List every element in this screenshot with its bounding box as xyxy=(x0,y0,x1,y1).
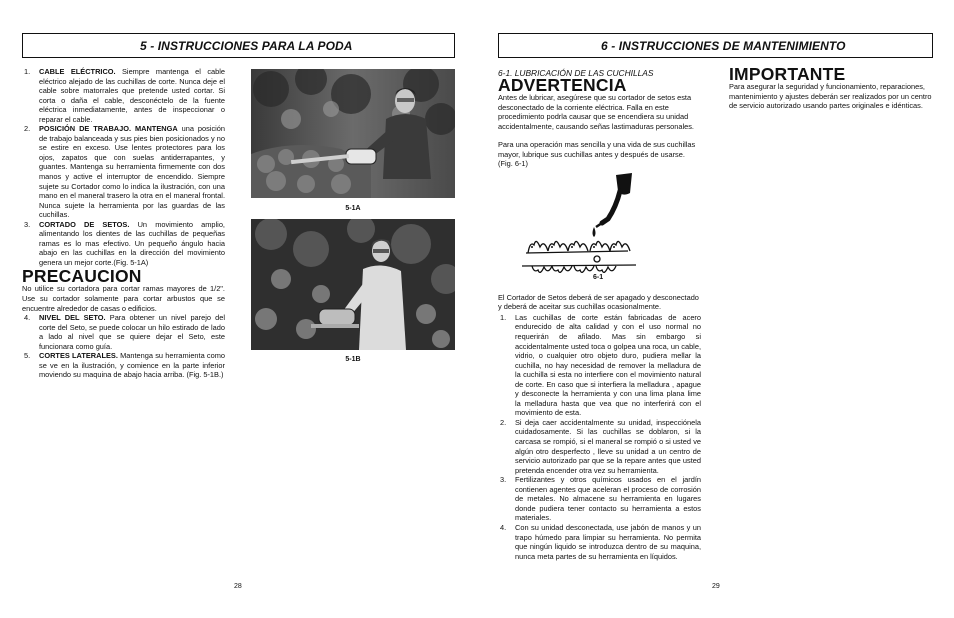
numbered-item xyxy=(22,220,225,268)
page-right xyxy=(477,0,954,618)
item-title: CABLE ELÉCTRICO. xyxy=(39,67,116,76)
section-header-maintenance xyxy=(498,33,933,58)
item-body xyxy=(39,220,225,268)
item-number: 2. xyxy=(24,124,31,134)
item-title: NIVEL DEL SETO. xyxy=(39,313,106,323)
lubrication-text: Para una operación mas sencilla y una vida de sus cuchillas mayor, lubrique sus cuchillas antes y después de usarse. (Fig. 6-1) xyxy=(498,140,696,169)
item-text: Las cuchillas de corte están fabricadas de acero endurecido de alta calidad y con el uso normal no requerirán de afilado. Mas sin embargo si accidentalmente usted toca o golpea una roca, un cable, vidrio, o cualquier otro objeto duro, pudiera mellar la cuchilla, no hay necesidad de remover la melladura de la cuchilla si esta no interfiere con el movimiento natural de corte. En caso que si interfiera la melladura , apague y desconecte la herramienta y con una lima plana lime la melladura hasta que vea que no interferirá con el movimiento de esta. xyxy=(515,312,701,418)
item-text: Mantenga su herramienta como se ve en la ilustración, y comience en la parte inferior moviendo su maquina de abajo hacia arriba. (Fig. 5-1B.) xyxy=(39,351,226,380)
section-title: 6 - INSTRUCCIONES DE MANTENIMIENTO xyxy=(601,38,846,53)
item-title: CORTES LATERALES. xyxy=(39,351,118,361)
lubrication-subheading: 6-1. LUBRICACIÓN DE LAS CUCHILLAS xyxy=(498,68,654,78)
numbered-item xyxy=(22,124,225,219)
item-number: 4. xyxy=(24,313,31,323)
oil-can-illustration xyxy=(498,171,701,281)
figure-oil-can-blade xyxy=(498,171,701,281)
numbered-item xyxy=(498,523,701,561)
item-number: 4. xyxy=(500,522,507,532)
warning-heading: ADVERTENCIA xyxy=(498,75,627,95)
numbered-item xyxy=(22,67,225,124)
caution-heading: PRECAUCION xyxy=(22,266,142,287)
item-title: POSICIÓN DE TRABAJO. MANTENGA xyxy=(39,124,178,134)
item-text: Un movimiento amplio, alimentando los dientes de las cuchillas de pequeñas ramas es lo mas efectivo. Un pequeño ángulo hacia abajo en las cuchillas en la dirección del movimiento genera un mejor corte.(Fig. 5-1A) xyxy=(39,219,225,267)
figure-caption-5-1b: 5-1B xyxy=(345,356,361,363)
item-number: 1. xyxy=(24,67,31,76)
item-text: Con su unidad desconectada, use jabón de manos y un trapo húmedo para limpiar su herramienta. No permita que ningún liquido se introduzca dentro de su maquina, nunca meta partes de su herramienta en líquidos. xyxy=(515,522,701,561)
item-body xyxy=(39,124,225,219)
important-column xyxy=(729,64,933,111)
item-number: 5. xyxy=(24,351,31,361)
photo-5-1b-image xyxy=(251,219,455,350)
item-body xyxy=(515,418,701,475)
photo-hedge-trimming-front xyxy=(251,69,455,198)
item-text: Si deja caer accidentalmente su unidad, inspecciónela cuidadosamente. Si las cuchillas se doblaron, si la carcasa se rompió, si el maneral se rompió o si usted ve algún otro desperfecto , lleve su unidad a un centro de servicio autorizado par que se la repare antes que usted pretenda encender otra vez su herramienta. xyxy=(515,417,701,475)
numbered-item xyxy=(498,475,701,523)
item-text: Para obtener un nivel parejo del corte del Seto, se puede colocar un hilo estirado de lado a lado al nivel que se quiere dejar el Seto, este funcionara como guía. xyxy=(39,313,226,351)
caution-text: No utilice su cortadora para cortar ramas mayores de 1/2". Use su cortador solamente para cortar arbustos que se encuentre alrededor de casas o edificios. xyxy=(22,284,225,313)
item-text: Fertilizantes y otros químicos usados en el jardín contienen agentes que aceleran el proceso de corrosión de metales. No almacene su herramienta en lugares donde pudiera tener contacto su herramienta a estos materiales. xyxy=(515,475,701,523)
figure-caption-5-1a: 5-1A xyxy=(345,205,361,212)
important-text: Para asegurar la seguridad y funcionamiento, reparaciones, mantenimiento y ajustes deberán ser realizados por un centro de servicio autorizado usando partes originales e idénticas. xyxy=(729,82,932,111)
item-body xyxy=(39,67,225,124)
numbered-item xyxy=(498,313,701,418)
page-number-left: 28 xyxy=(234,583,242,590)
item-body xyxy=(515,475,701,523)
numbered-item xyxy=(22,313,225,351)
blade-oil-text: El Cortador de Setos deberá de ser apagado y desconectado y deberá de aceitar sus cuchillas ocasionalmente. xyxy=(498,292,699,312)
pruning-text-column xyxy=(22,67,225,380)
numbered-item xyxy=(22,351,225,380)
item-body xyxy=(39,351,225,380)
photo-5-1a-image xyxy=(251,69,455,198)
numbered-item xyxy=(498,418,701,475)
page-number-right: 29 xyxy=(712,583,720,590)
item-number: 1. xyxy=(500,312,507,322)
item-title: CORTADO DE SETOS. xyxy=(39,219,130,229)
item-body xyxy=(515,313,701,418)
photo-hedge-trimming-side xyxy=(251,219,455,350)
important-heading: IMPORTANTE xyxy=(729,64,846,84)
figure-caption-6-1: 6-1 xyxy=(593,273,604,281)
item-number: 3. xyxy=(500,475,507,485)
item-text: Siempre mantenga el cable eléctrico alejado de las cuchillas de corte. Nunca deje el cable sobre matorrales que pretende usted cortar. Si corta o daña el cable, desconéctelo de la fuente eléctrica inmediatamente, antes de inspeccionar o reparar el cable. xyxy=(39,67,225,124)
item-text: una posición de trabajo balanceada y sus pies bien posicionados y no se estire en exceso. Use lentes protectores para los ojos, zapatos que con suelas antiderrapantes, y guantes. Mantenga su herramienta firmemente con dos manos y active el interruptor de encendido. Siempre sujete su Cortador como lo indica la ilustración, con una mano en el maneral trasero la otra en el maneral frontal. Nunca sujete la herramienta por las guardas de las cuchillas. xyxy=(39,124,225,220)
item-body xyxy=(515,523,701,561)
item-number: 2. xyxy=(500,417,507,427)
item-body xyxy=(39,313,225,351)
maintenance-text-column xyxy=(498,69,701,561)
section-title: 5 - INSTRUCCIONES PARA LA PODA xyxy=(140,38,353,53)
section-header-pruning xyxy=(22,33,455,58)
warning-text: Antes de lubricar, asegúrese que su cortador de setos esta desconectado de la corriente eléctrica. Falla en este procedimiento podrla causar que se encendiera su unidad accidentalmente, causando señas lastimaduras personales. xyxy=(498,93,694,131)
item-number: 3. xyxy=(24,219,31,229)
